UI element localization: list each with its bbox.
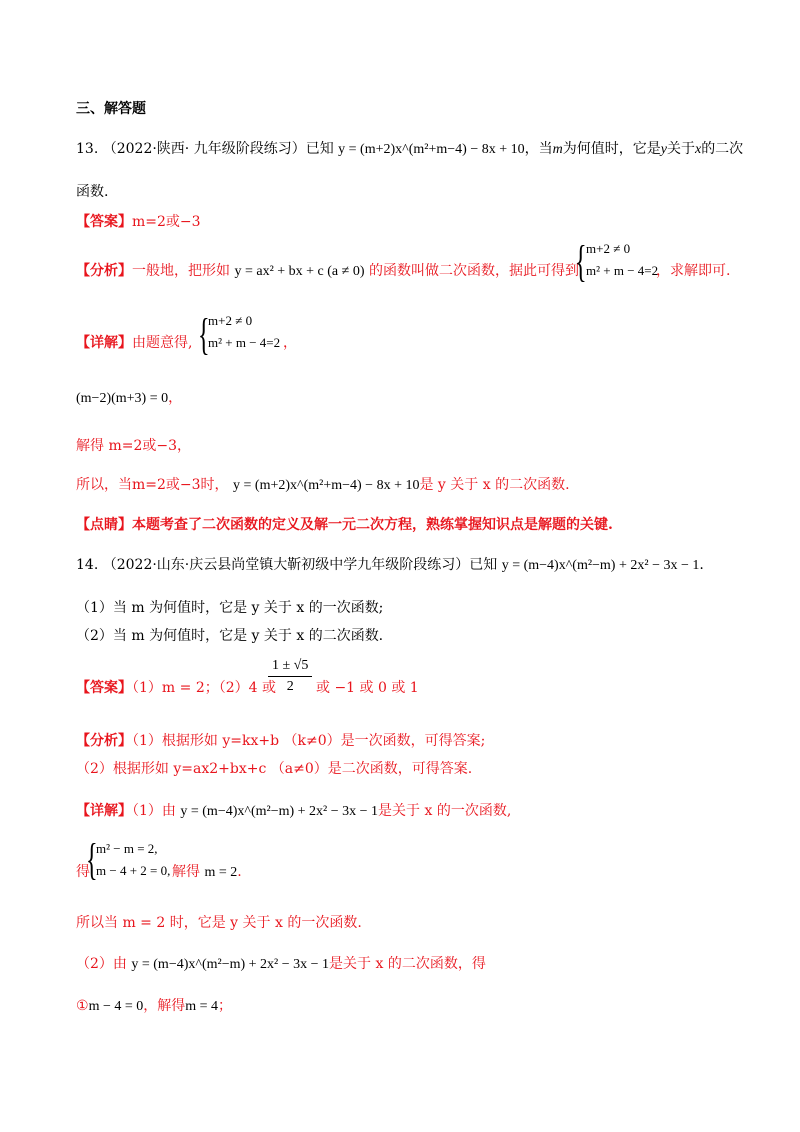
q13-text-mid1: 为何值时，它是 xyxy=(562,141,661,157)
system-brace: { xyxy=(86,835,98,884)
conclusion-a: 所以，当 xyxy=(76,477,132,493)
q14-line1 xyxy=(76,556,704,575)
detail2-text-b: 是关于 x 的二次函数，得 xyxy=(329,956,486,972)
point-text: 本题考查了二次函数的定义及解一元二次方程，熟练掌握知识点是解题的关键. xyxy=(132,517,613,533)
q13-source: （2022·陕西· 九年级阶段练习）已知 xyxy=(102,141,334,157)
q13-var-x: x xyxy=(694,142,702,157)
case-expression: m − 4 = 0 xyxy=(88,999,144,1014)
q13-number: 13. xyxy=(76,141,99,157)
q14-analysis2: （2）根据形如 y=ax2+bx+c （a≠0）是二次函数，可得答案. xyxy=(76,761,473,777)
system-line-1: m+2 ≠ 0 xyxy=(586,241,631,256)
q14-answer xyxy=(76,679,276,697)
q14-answer-b: 或 −1 或 0 或 1 xyxy=(316,680,419,696)
point-tag: 【点睛】 xyxy=(76,517,132,533)
system-line-2: m² + m − 4=2 xyxy=(586,263,659,278)
q13-text-end: 的二次 xyxy=(701,141,744,157)
section-title: 三、解答题 xyxy=(76,101,146,117)
q14-detail1 xyxy=(76,802,511,821)
q14-part1: （1）当 m 为何值时，它是 y 关于 x 的一次函数; xyxy=(76,600,384,616)
case-value: m = 4 xyxy=(185,999,219,1014)
detail-text-b: 是关于 x 的一次函数, xyxy=(378,803,512,819)
q13-detail-system xyxy=(208,310,280,354)
answer-tag: 【答案】 xyxy=(76,214,132,230)
q13-line1 xyxy=(76,140,743,159)
conclusion-b: m=2或−3时， xyxy=(132,477,229,493)
q14-source: （2022·山东·庆云县尚堂镇大靳初级中学九年级阶段练习）已知 xyxy=(102,557,498,573)
q13-conclusion xyxy=(76,476,570,495)
detail-tag: 【详解】 xyxy=(76,803,132,819)
system-line-1: m² − m = 2, xyxy=(96,841,158,856)
detail-expression: y = (m−4)x^(m²−m) + 2x² − 3x − 1 xyxy=(180,804,379,819)
answer-text: m=2或−3 xyxy=(132,214,201,230)
analysis-text-a: 一般地，把形如 xyxy=(132,263,230,279)
q14-number: 14. xyxy=(76,557,99,573)
solve-value: m = 2 xyxy=(204,865,238,880)
detail2-text-a: （2）由 xyxy=(76,956,127,972)
conclusion-expression: y = (m+2)x^(m²+m−4) − 8x + 10 xyxy=(233,478,420,493)
q13-var-m: m xyxy=(552,142,563,157)
q14-expression: y = (m−4)x^(m²−m) + 2x² − 3x − 1 xyxy=(501,558,700,573)
system-brace: { xyxy=(198,310,210,359)
q14-de: 得 xyxy=(76,864,90,880)
detail-tag: 【详解】 xyxy=(76,335,132,351)
q14-analysis1 xyxy=(76,732,485,750)
case-end: ； xyxy=(218,998,233,1014)
system-line-1: m+2 ≠ 0 xyxy=(208,313,253,328)
q13-equation xyxy=(76,389,182,408)
q13-line2: 函数. xyxy=(76,184,109,200)
answer-tag: 【答案】 xyxy=(76,680,132,696)
q13-text-mid2: 关于 xyxy=(666,141,695,157)
q14-so1: 所以当 m = 2 时，它是 y 关于 x 的一次函数. xyxy=(76,915,362,931)
q14-detail-system xyxy=(96,838,170,882)
q13-var-y: y xyxy=(660,142,667,157)
q14-end: . xyxy=(699,557,704,573)
system-brace: { xyxy=(575,237,587,286)
conclusion-c: 是 y 关于 x 的二次函数. xyxy=(419,477,570,493)
q14-solve xyxy=(172,863,242,882)
case-text: ，解得 xyxy=(143,998,186,1014)
fraction-numerator: 1 ± √5 xyxy=(268,658,312,677)
q13-analysis-system xyxy=(586,238,658,282)
answer-text-a: （1）m = 2；（2）4 或 xyxy=(132,680,276,696)
analysis-text-b: 的函数叫做二次函数，据此可得到 xyxy=(368,263,579,279)
q13-point xyxy=(76,516,613,534)
fraction-denominator: 2 xyxy=(286,679,294,694)
solve-text: 解得 xyxy=(172,864,200,880)
q14-part2: （2）当 m 为何值时，它是 y 关于 x 的二次函数. xyxy=(76,628,384,644)
detail-text-a: （1）由 xyxy=(132,803,176,819)
analysis-tag: 【分析】 xyxy=(76,263,132,279)
analysis-expression: y = ax² + bx + c (a ≠ 0) xyxy=(234,264,365,279)
q13-analysis-end: ，求解即可. xyxy=(656,263,731,279)
analysis-text-1: （1）根据形如 y=kx+b （k≠0）是一次函数，可得答案; xyxy=(132,733,486,749)
equation-end: ， xyxy=(168,390,183,406)
solve-end: . xyxy=(237,864,242,880)
q13-detail-comma: ， xyxy=(283,335,297,351)
q13-detail xyxy=(76,334,192,352)
system-line-2: m² + m − 4=2 xyxy=(208,335,281,350)
q14-fraction xyxy=(268,658,312,695)
q13-answer xyxy=(76,213,201,231)
detail-text: 由题意得, xyxy=(132,335,193,351)
q13-comma: ，当 xyxy=(524,141,553,157)
q14-detail2 xyxy=(76,955,486,974)
q13-expression: y = (m+2)x^(m²+m−4) − 8x + 10 xyxy=(338,142,525,157)
detail2-expression: y = (m−4)x^(m²−m) + 2x² − 3x − 1 xyxy=(131,957,330,972)
q13-analysis xyxy=(76,262,579,281)
analysis-tag: 【分析】 xyxy=(76,733,132,749)
q14-case1 xyxy=(76,997,232,1016)
system-line-2: m − 4 + 2 = 0, xyxy=(96,863,171,878)
q13-solve: 解得 m=2或−3， xyxy=(76,438,192,454)
case-marker: ① xyxy=(76,998,89,1014)
equation-text: (m−2)(m+3) = 0 xyxy=(76,391,169,406)
